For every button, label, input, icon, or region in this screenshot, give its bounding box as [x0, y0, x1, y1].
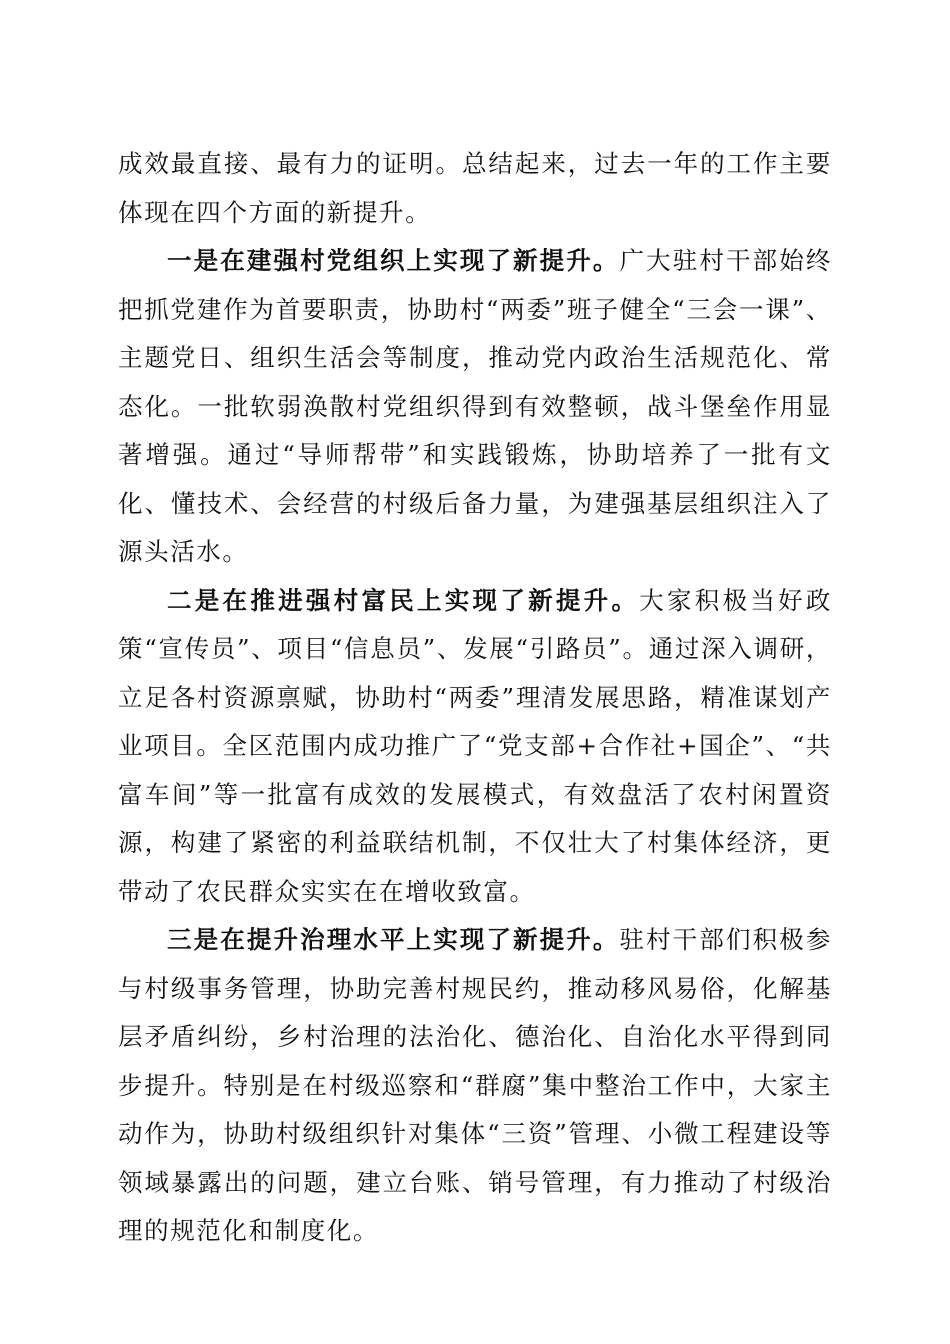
paragraph-lead-heading: 三是在提升治理水平上实现了新提升。 [167, 925, 620, 954]
paragraph-body: 驻村干部们积极参与村级事务管理，协助完善村规民约，推动移风易俗，化解基层矛盾纠纷，乡村治理的法治化、德治化、自治化水平得到同步提升。特别是在村级巡察和“群腐”集中整治工作中，大家主动作为，协助村级组织针对集体“三资”管理、小微工程建设等领域暴露出的问题，建立台账、销号管理，有力推动了村级治理的规范化和制度化。 [118, 925, 832, 1245]
paragraph-governance [118, 916, 832, 1256]
paragraph-lead-heading: 一是在建强村党组织上实现了新提升。 [167, 246, 620, 275]
paragraph-village-prosperity [118, 577, 832, 917]
paragraph-body: 成效最直接、最有力的证明。总结起来，过去一年的工作主要体现在四个方面的新提升。 [118, 149, 832, 227]
document-body [118, 140, 832, 1256]
paragraph-intro-continuation [118, 140, 832, 237]
paragraph-lead-heading: 二是在推进强村富民上实现了新提升。 [167, 585, 640, 615]
paragraph-body: 广大驻村干部始终把抓党建作为首要职责，协助村“两委”班子健全“三会一课”、主题党日、组织生活会等制度，推动党内政治生活规范化、常态化。一批软弱涣散村党组织得到有效整顿，战斗堡垒作用显著增强。通过“导师帮带”和实践锻炼，协助培养了一批有文化、懂技术、会经营的村级后备力量，为建强基层组织注入了源头活水。 [118, 246, 832, 566]
paragraph-body: 大家积极当好政策“宣传员”、项目“信息员”、发展“引路员”。通过深入调研，立足各村资源禀赋，协助村“两委”理清发展思路，精准谋划产业项目。全区范围内成功推广了“党支部+合作社+国企”、“共富车间”等一批富有成效的发展模式，有效盘活了农村闲置资源，构建了紧密的利益联结机制，不仅壮大了村集体经济，更带动了农民群众实实在在增收致富。 [118, 585, 833, 906]
paragraph-party-organization [118, 237, 832, 577]
